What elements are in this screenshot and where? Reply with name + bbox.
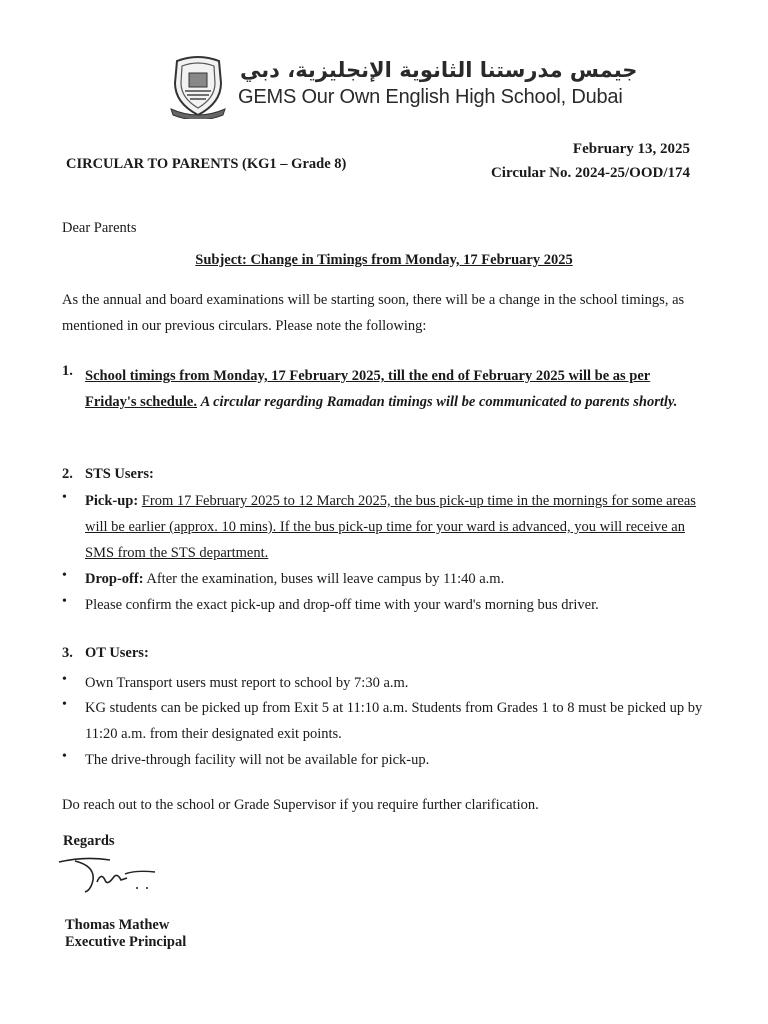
subject-line: Subject: Change in Timings from Monday, 17 February 2025 bbox=[195, 252, 573, 268]
section-1-text bbox=[85, 363, 703, 415]
circular-audience: CIRCULAR TO PARENTS (KG1 – Grade 8) bbox=[66, 156, 347, 172]
pickup-label: Pick-up: bbox=[85, 493, 139, 509]
section-1-number: 1. bbox=[62, 363, 73, 379]
bullet-icon: • bbox=[62, 490, 67, 505]
signer-block bbox=[65, 917, 186, 951]
dropoff-text: After the examination, buses will leave campus by 11:40 a.m. bbox=[146, 571, 505, 587]
regards: Regards bbox=[63, 833, 115, 849]
circular-number: Circular No. 2024-25/OOD/174 bbox=[490, 165, 690, 181]
section-1-ramadan-note: A circular regarding Ramadan timings will be communicated to parents shortly. bbox=[200, 394, 678, 410]
dropoff-label: Drop-off: bbox=[85, 571, 144, 587]
salutation: Dear Parents bbox=[62, 220, 137, 236]
section-3-number: 3. bbox=[62, 645, 73, 661]
section-1-schedule: School timings from Monday, 17 February 2025, till the end of February 2025 will be as per Friday's schedule. bbox=[85, 368, 651, 410]
school-name-arabic: جيمس مدرستنا الثانوية الإنجليزية، دبي bbox=[240, 58, 638, 82]
signature-image bbox=[55, 852, 165, 896]
pickup-item bbox=[85, 488, 710, 566]
confirm-item: Please confirm the exact pick-up and drop-off time with your ward's morning bus driver. bbox=[85, 597, 599, 613]
ot-item: The drive-through facility will not be available for pick-up. bbox=[85, 752, 430, 768]
intro-paragraph: As the annual and board examinations will be starting soon, there will be a change in the school timings, as mentioned in our previous circulars. Please note the following: bbox=[62, 292, 685, 334]
bullet-icon: • bbox=[62, 697, 67, 712]
closing-line: Do reach out to the school or Grade Supervisor if you require further clarification. bbox=[62, 797, 539, 813]
bullet-icon: • bbox=[62, 672, 67, 687]
section-2-heading: STS Users: bbox=[85, 466, 154, 482]
bullet-icon: • bbox=[62, 749, 67, 764]
section-3-heading: OT Users: bbox=[85, 645, 149, 661]
dropoff-item bbox=[85, 566, 710, 592]
ot-item: KG students can be picked up from Exit 5 at 11:10 a.m. Students from Grades 1 to 8 must be picked up by 11:20 a.m. from their designated exit points. bbox=[85, 700, 703, 742]
school-crest-logo bbox=[167, 53, 229, 119]
bullet-icon: • bbox=[62, 568, 67, 583]
ot-item: Own Transport users must report to school by 7:30 a.m. bbox=[85, 675, 409, 691]
pickup-text: From 17 February 2025 to 12 March 2025, the bus pick-up time in the mornings for some areas will be earlier (approx. 10 mins). If the bus pick-up time for your ward is advanced, you will receive an SMS from the STS department. bbox=[85, 493, 696, 561]
school-name: GEMS Our Own English High School, Dubai bbox=[238, 86, 623, 108]
circular-date: February 13, 2025 bbox=[572, 141, 690, 157]
signer-title: Executive Principal bbox=[65, 934, 187, 950]
section-2-number: 2. bbox=[62, 466, 73, 482]
bullet-icon: • bbox=[62, 594, 67, 609]
signer-name: Thomas Mathew bbox=[65, 917, 170, 933]
